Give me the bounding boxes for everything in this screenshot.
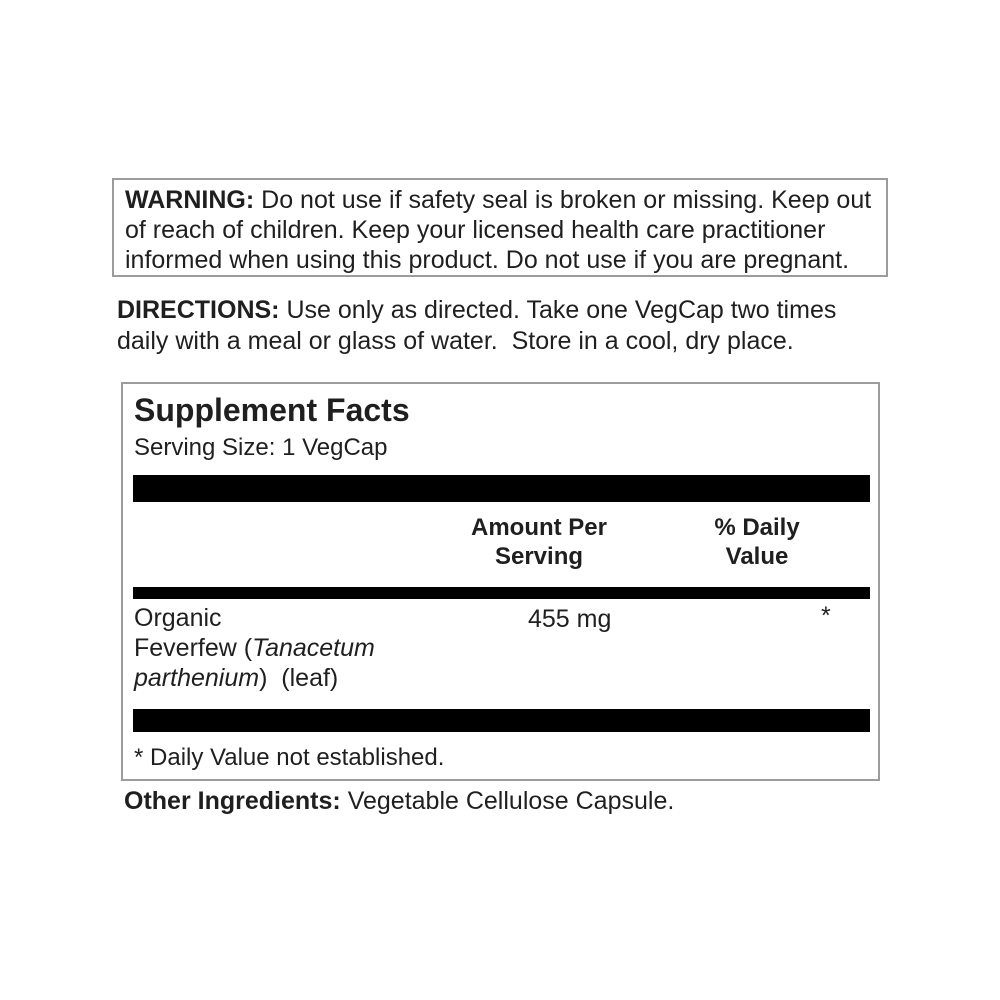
column-header-amount-per-serving [419,513,659,571]
directions-text-2: daily with a meal or glass of water. Store in a cool, dry place. [117,327,794,355]
warning-text-3: informed when using this product. Do not use if you are pregnant. [125,246,850,274]
serving-size: Serving Size: 1 VegCap [134,434,388,461]
ingredient-plant-part: ) (leaf) [259,664,339,692]
ingredient-amount: 455 mg [528,605,612,633]
ingredient-name-line-1: Organic [134,604,222,632]
supplement-facts-title: Supplement Facts [134,392,410,428]
daily-value-footnote: * Daily Value not established. [134,744,445,771]
supplement-facts-panel [121,382,880,781]
amount-header-line-1: Amount Per [470,514,607,541]
other-ingredients-section [124,787,674,816]
warning-heading: WARNING: [125,186,255,214]
ingredient-name-line-3 [134,663,375,693]
warning-text-1: Do not use if safety seal is broken or missing. Keep out [261,186,872,214]
warning-box [112,178,888,277]
separator-bar-thick-bottom [133,709,870,732]
warning-line-1 [125,185,880,215]
column-header-percent-daily-value [657,513,857,571]
separator-bar-medium [133,587,870,599]
latin-name-italic: parthenium [134,664,260,692]
other-ingredients-text: Vegetable Cellulose Capsule. [347,787,675,815]
directions-section [117,295,897,357]
ingredient-name-regular: Feverfew ( [134,634,253,662]
directions-text-1: Use only as directed. Take one VegCap two times [286,296,837,324]
amount-header-line-2: Serving [494,543,584,570]
daily-value-header-line-1: % Daily [714,514,800,541]
directions-heading: DIRECTIONS: [117,296,280,324]
latin-name-italic: Tanacetum [252,634,375,662]
separator-bar-thick-top [133,475,870,502]
directions-line-1 [117,295,897,326]
ingredient-name-line-2 [134,633,375,663]
other-ingredients-heading: Other Ingredients: [124,787,341,815]
warning-text-2: of reach of children. Keep your licensed health care practitioner [125,216,826,244]
ingredient-name [134,603,375,693]
ingredient-daily-value-asterisk: * [821,602,831,630]
daily-value-header-line-2: Value [725,543,789,570]
